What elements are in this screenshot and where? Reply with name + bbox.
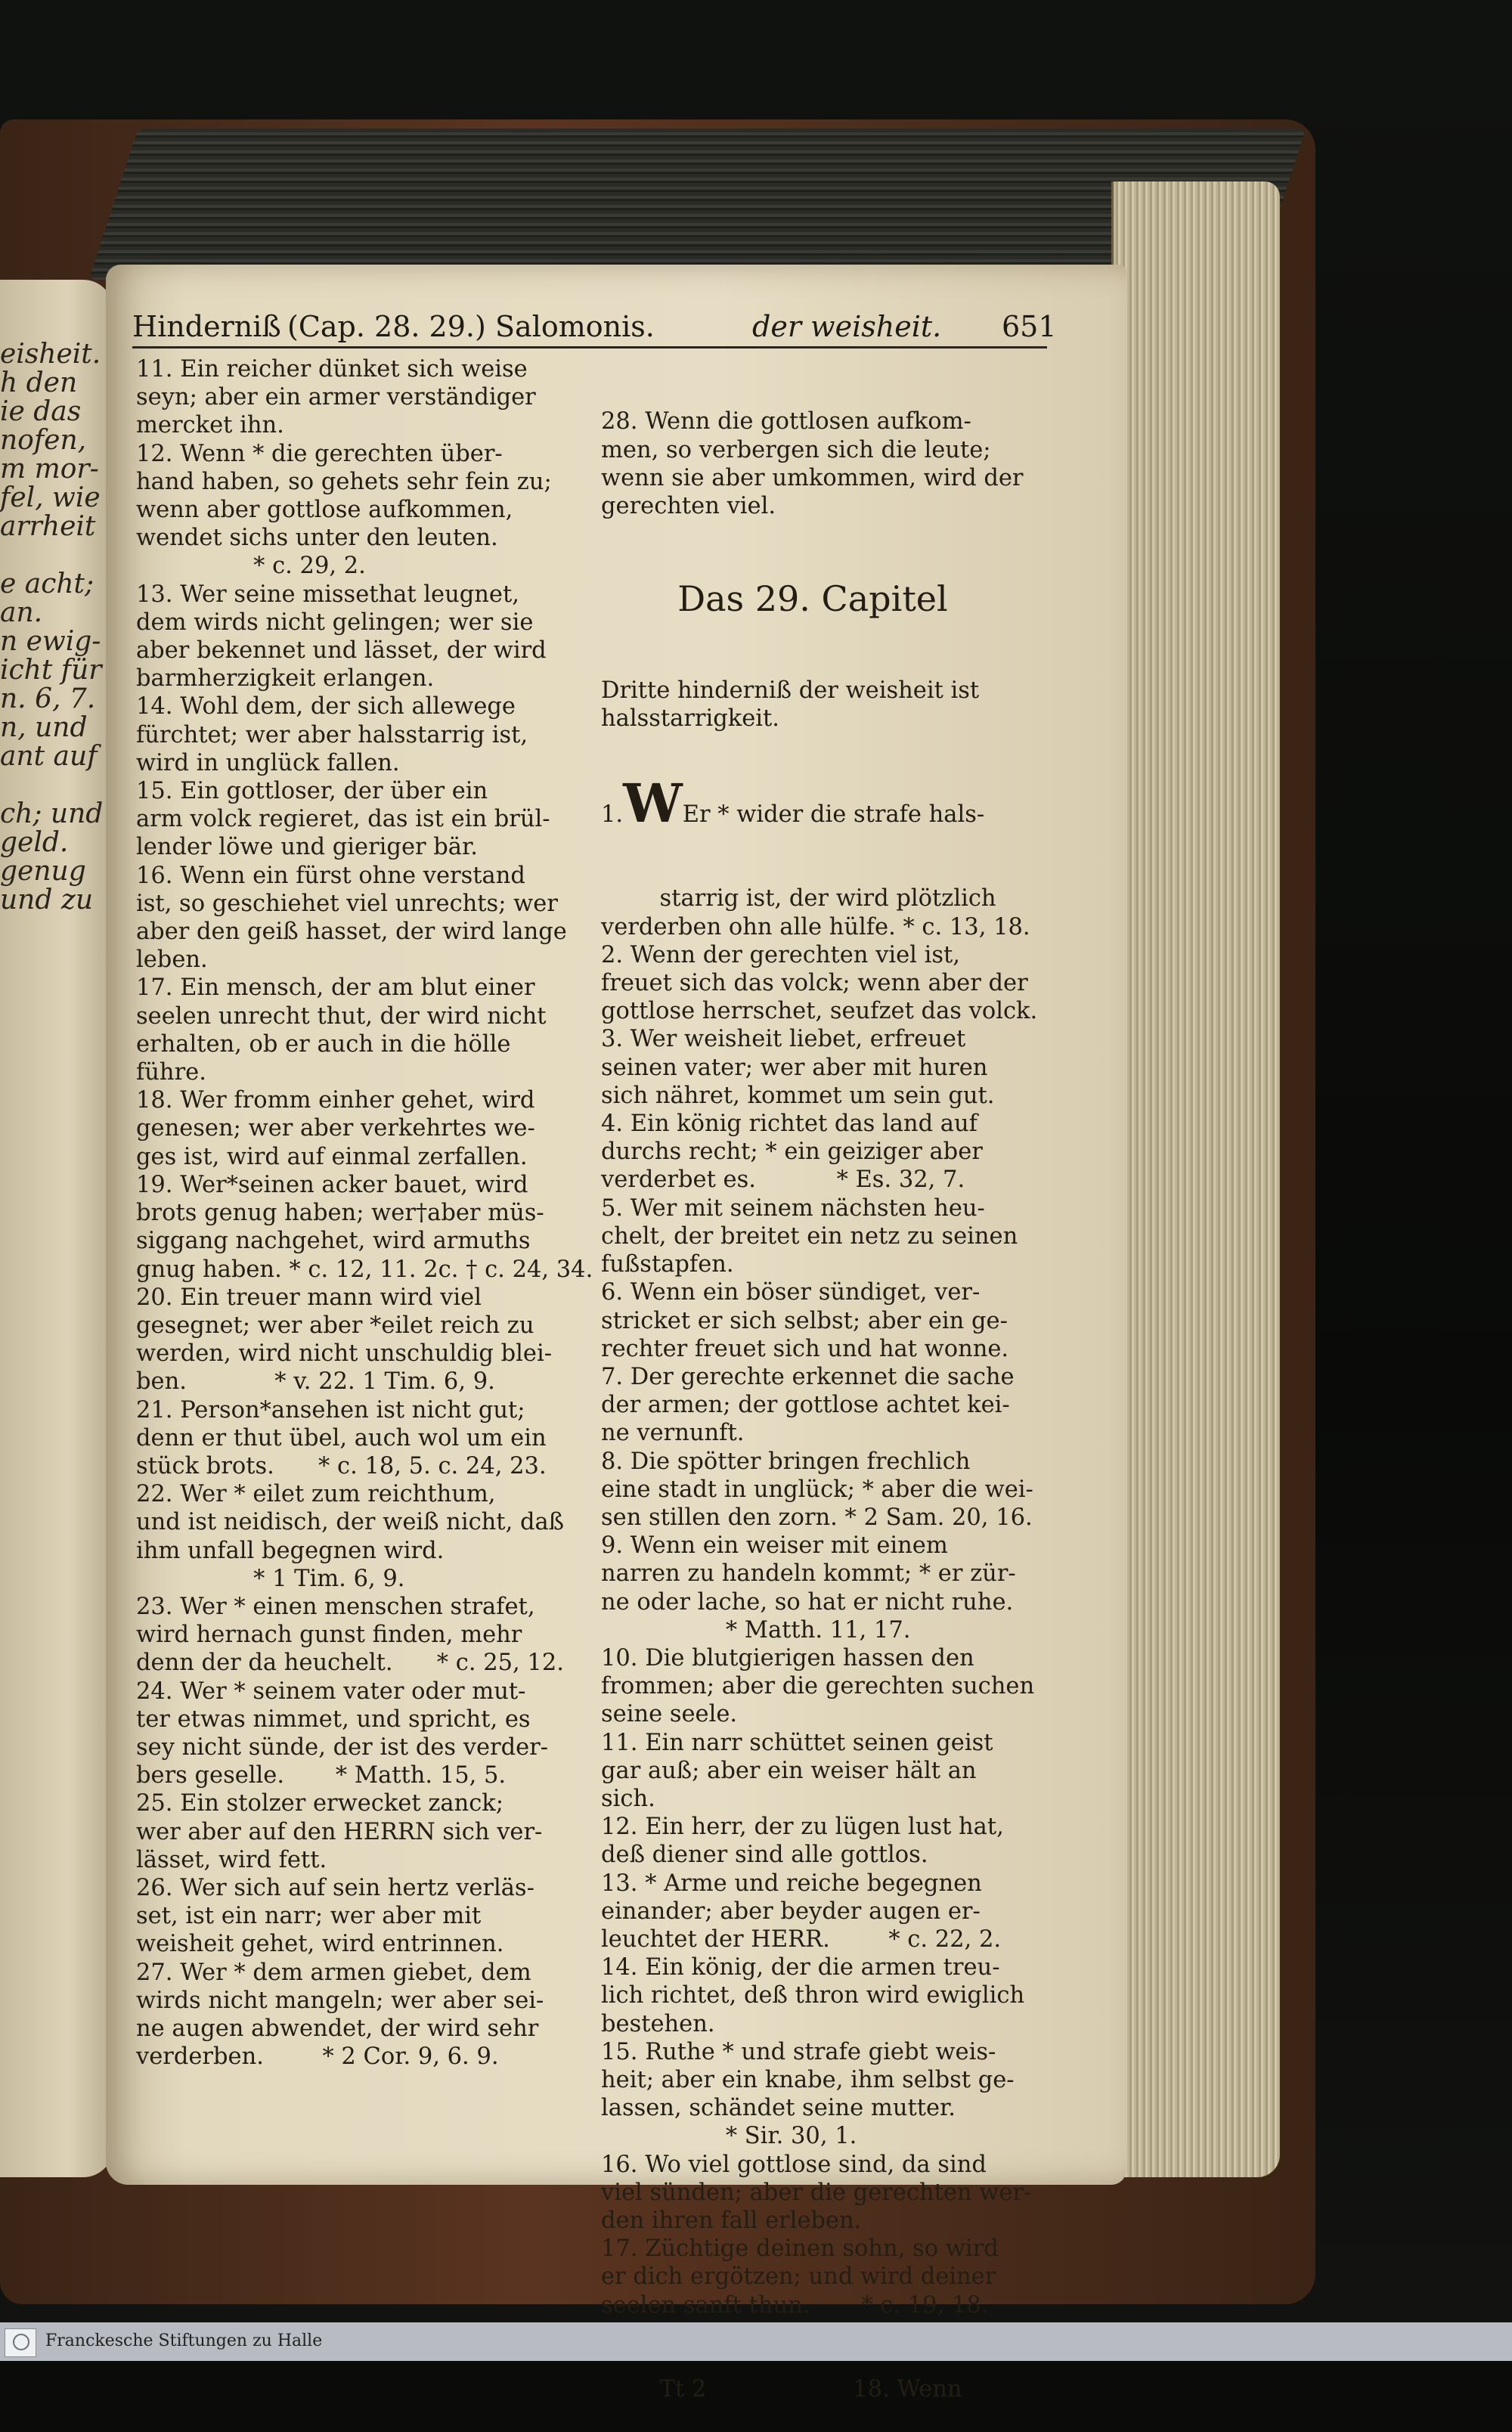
left-page-fragment [0, 280, 113, 2177]
text-line: gnug haben. * c. 12, 11. 2c. † c. 24, 34. [136, 1256, 593, 1283]
text-line: lassen, schändet seine mutter. [601, 2095, 956, 2122]
book-fore-edge [1111, 181, 1280, 2177]
text-line: leben. [136, 946, 208, 974]
text-line: * Matth. 11, 17. [601, 1616, 911, 1644]
text-line: stricket er sich selbst; aber ein ge- [601, 1307, 1008, 1334]
text-line: 2. Wenn der gerechten viel ist, [601, 941, 960, 968]
header-rule [132, 346, 1047, 349]
text-line: hand haben, so gehets sehr fein zu; [136, 468, 552, 495]
text-line: erhalten, ob er auch in die hölle [136, 1030, 511, 1058]
text-line: barmherzigkeit erlangen. [136, 665, 435, 692]
institution-logo-icon [5, 2328, 36, 2357]
text-line: dem wirds nicht gelingen; wer sie [136, 609, 534, 636]
text-line: ne vernunft. [601, 1420, 745, 1447]
text-line: 13. * Arme und reiche begegnen [601, 1870, 982, 1897]
chapter-title: Das 29. Capitel [677, 578, 948, 619]
verse-1-first-line: Er * wider die strafe hals- [682, 801, 985, 828]
text-line: narren zu handeln kommt; * er zür- [601, 1560, 1016, 1588]
text-line: gottlose herrschet, seufzet das volck. [601, 998, 1038, 1025]
text-line: 19. Wer*seinen acker bauet, wird [136, 1171, 528, 1198]
text-line: ter etwas nimmet, und spricht, es [136, 1705, 531, 1733]
text-line: und ist neidisch, der weiß nicht, daß [136, 1509, 565, 1536]
header-topic: der weisheit. [752, 310, 942, 343]
text-line: 18. Wer fromm einher gehet, wird [136, 1087, 535, 1114]
text-line: sey nicht sünde, der ist des verder- [136, 1733, 549, 1761]
text-line: 11. Ein narr schüttet seinen geist [601, 1729, 993, 1756]
text-line: verderbet es. * Es. 32, 7. [601, 1166, 965, 1194]
verses-after-chapter [601, 885, 1070, 2319]
verse-1-number: 1. [601, 801, 624, 828]
text-line: 20. Ein treuer mann wird viel [136, 1284, 482, 1311]
text-line: ges ist, wird auf einmal zerfallen. [136, 1143, 528, 1170]
text-line: gerechten viel. [601, 493, 776, 520]
text-line: gar auß; aber ein weiser hält an [601, 1757, 977, 1784]
text-line: wenn aber gottlose aufkommen, [136, 497, 513, 524]
text-line: wird hernach gunst finden, mehr [136, 1622, 522, 1649]
text-line: starrig ist, der wird plötzlich [601, 885, 996, 912]
text-line: seyn; aber ein armer verständiger [136, 384, 536, 411]
text-line: rechter freuet sich und hat wonne. [601, 1335, 1009, 1362]
header-chapter: (Cap. 28. 29.) [287, 310, 486, 343]
text-line: gesegnet; wer aber *eilet reich zu [136, 1312, 534, 1339]
text-line: 16. Wenn ein fürst ohne verstand [136, 862, 525, 889]
text-line: sich nähret, kommet um sein gut. [601, 1082, 995, 1109]
text-line: * Sir. 30, 1. [601, 2123, 857, 2150]
text-line: stück brots. * c. 18, 5. c. 24, 23. [136, 1452, 547, 1479]
text-line: seinen vater; wer aber mit huren [601, 1054, 988, 1081]
text-line: set, ist ein narr; wer aber mit [136, 1903, 482, 1930]
text-line: wer aber auf den HERRN sich ver- [136, 1818, 543, 1845]
text-line: 17. Ein mensch, der am blut einer [136, 974, 535, 1002]
text-line: 22. Wer * eilet zum reichthum, [136, 1481, 496, 1508]
text-line: ist, so geschiehet viel unrechts; wer [136, 890, 558, 917]
text-line: leuchtet der HERR. * c. 22, 2. [601, 1925, 1002, 1953]
text-line: werden, wird nicht unschuldig blei- [136, 1340, 553, 1368]
left-page-text: eisheit. h den ie das nofen, m mor- fel, wie arrheit e acht; an. n ewig- icht für n. 6, 7. n, und ant auf ch; und geld. genug und zu [0, 339, 104, 915]
text-line: er dich ergötzen; und wird deiner [601, 2263, 996, 2291]
text-line: 15. Ruthe * und strafe giebt weis- [601, 2038, 996, 2065]
text-line: denn er thut übel, auch wol um ein [136, 1424, 547, 1451]
left-column [136, 355, 593, 2071]
text-line: durchs recht; * ein geiziger aber [601, 1139, 983, 1166]
text-line: 27. Wer * dem armen giebet, dem [136, 1959, 531, 1986]
footer-institution: Franckesche Stiftungen zu Halle [45, 2331, 323, 2350]
text-line: 14. Ein könig, der die armen treu- [601, 1954, 1000, 1981]
signature-mark: Tt 2 [659, 2376, 707, 2403]
text-line: bestehen. [601, 2010, 715, 2037]
header-book: Salomonis. [495, 310, 655, 343]
text-line: 4. Ein könig richtet das land auf [601, 1111, 978, 1138]
text-line: 7. Der gerechte erkennet die sache [601, 1363, 1015, 1390]
text-line: sich. [601, 1785, 655, 1812]
text-line: brots genug haben; wer†aber müs- [136, 1200, 544, 1227]
catchword: 18. Wenn [853, 2376, 962, 2403]
text-line: 25. Ein stolzer erwecket zanck; [136, 1790, 504, 1817]
text-line: viel sünden; aber die gerechten wer- [601, 2179, 1032, 2206]
text-line: der armen; der gottlose achtet kei- [601, 1392, 1010, 1419]
text-line: 12. Ein herr, der zu lügen lust hat, [601, 1814, 1004, 1841]
text-line: seine seele. [601, 1701, 738, 1728]
text-line: chelt, der breitet ein netz zu seinen [601, 1222, 1018, 1250]
text-line: 21. Person*ansehen ist nicht gut; [136, 1396, 525, 1424]
text-line: aber bekennet und lässet, der wird [136, 637, 547, 665]
verse-1-line [601, 771, 1070, 835]
text-line: führe. [136, 1059, 206, 1086]
text-line: * c. 29, 2. [136, 553, 366, 580]
text-line: 8. Die spötter bringen frechlich [601, 1448, 971, 1475]
text-line: 5. Wer mit seinem nächsten heu- [601, 1194, 985, 1222]
text-line: 13. Wer seine missethat leugnet, [136, 581, 519, 608]
text-line: ihm unfall begegnen wird. [136, 1537, 445, 1564]
text-line: fußstapfen. [601, 1251, 734, 1278]
subtitle-line: halsstarrigkeit. [601, 705, 780, 733]
text-line: 26. Wer sich auf sein hertz verläs- [136, 1874, 534, 1901]
text-line: ne augen abwendet, der wird sehr [136, 2015, 539, 2042]
text-line: fürchtet; wer aber halsstarrig ist, [136, 721, 528, 748]
verses-before-chapter [601, 407, 1070, 520]
text-line: aber den geiß hasset, der wird lange [136, 919, 567, 946]
text-line: verderben. * 2 Cor. 9, 6. 9. [136, 2043, 499, 2071]
subtitle-line: Dritte hinderniß der weisheit ist [601, 677, 980, 705]
text-line: weisheit gehet, wird entrinnen. [136, 1931, 504, 1958]
text-line: 12. Wenn * die gerechten über- [136, 440, 503, 467]
text-line: * 1 Tim. 6, 9. [136, 1565, 405, 1592]
text-line: seelen unrecht thut, der wird nicht [136, 1002, 547, 1030]
text-line: 3. Wer weisheit liebet, erfreuet [601, 1026, 966, 1053]
text-line: eine stadt in unglück; * aber die wei- [601, 1476, 1033, 1503]
text-line: 28. Wenn die gottlosen aufkom- [601, 408, 971, 435]
text-line: 6. Wenn ein böser sündiget, ver- [601, 1279, 981, 1306]
text-line: men, so verbergen sich die leute; [601, 436, 991, 463]
text-line: seelen sanft thun. * c. 19, 18. [601, 2291, 989, 2319]
text-line: lender löwe und gieriger bär. [136, 834, 478, 861]
text-line: 24. Wer * seinem vater oder mut- [136, 1678, 526, 1705]
header-catch: Hinderniß [132, 310, 281, 343]
page-number: 651 [1002, 310, 1057, 343]
text-line: den ihren fall erleben. [601, 2207, 862, 2234]
page-foot [601, 2375, 1070, 2403]
right-column [601, 352, 1070, 2432]
text-line: wirds nicht mangeln; wer aber sei- [136, 1987, 544, 2014]
footer-bar [0, 2322, 1512, 2361]
text-line: 23. Wer * einen menschen strafet, [136, 1593, 535, 1620]
text-line: 9. Wenn ein weiser mit einem [601, 1532, 948, 1560]
text-line: heit; aber ein knabe, ihm selbst ge- [601, 2066, 1015, 2093]
text-line: verderben ohn alle hülfe. * c. 13, 18. [601, 913, 1030, 940]
running-header [132, 310, 1070, 348]
text-line: mercket ihn. [136, 412, 284, 439]
drop-initial: W [623, 771, 683, 835]
text-line: 15. Ein gottloser, der über ein [136, 778, 488, 805]
text-line: arm volck regieret, das ist ein brül- [136, 806, 550, 833]
text-line: deß diener sind alle gottlos. [601, 1842, 928, 1869]
text-line: 16. Wo viel gottlose sind, da sind [601, 2151, 987, 2178]
text-line: siggang nachgehet, wird armuths [136, 1228, 531, 1255]
text-line: sen stillen den zorn. * 2 Sam. 20, 16. [601, 1504, 1033, 1531]
text-line: freuet sich das volck; wenn aber der [601, 970, 1028, 997]
text-line: bers geselle. * Matth. 15, 5. [136, 1762, 507, 1789]
text-line: 11. Ein reicher dünket sich weise [136, 356, 528, 383]
text-line: ben. * v. 22. 1 Tim. 6, 9. [136, 1368, 495, 1396]
text-line: frommen; aber die gerechten suchen [601, 1673, 1035, 1700]
text-line: wird in unglück fallen. [136, 749, 400, 776]
text-line: ne oder lache, so hat er nicht ruhe. [601, 1588, 1014, 1616]
text-line: 14. Wohl dem, der sich allewege [136, 693, 516, 720]
chapter-subtitle [601, 677, 1070, 733]
text-line: wenn sie aber umkommen, wird der [601, 464, 1024, 491]
text-line: genesen; wer aber verkehrtes we- [136, 1115, 535, 1142]
text-line: lässet, wird fett. [136, 1846, 327, 1873]
text-line: 17. Züchtige deinen sohn, so wird [601, 2235, 999, 2263]
text-line: 10. Die blutgierigen hassen den [601, 1644, 974, 1671]
text-line: lich richtet, deß thron wird ewiglich [601, 1982, 1025, 2009]
text-line: denn der da heuchelt. * c. 25, 12. [136, 1650, 564, 1677]
text-line: einander; aber beyder augen er- [601, 1898, 981, 1925]
text-line: wendet sichs unter den leuten. [136, 525, 498, 552]
